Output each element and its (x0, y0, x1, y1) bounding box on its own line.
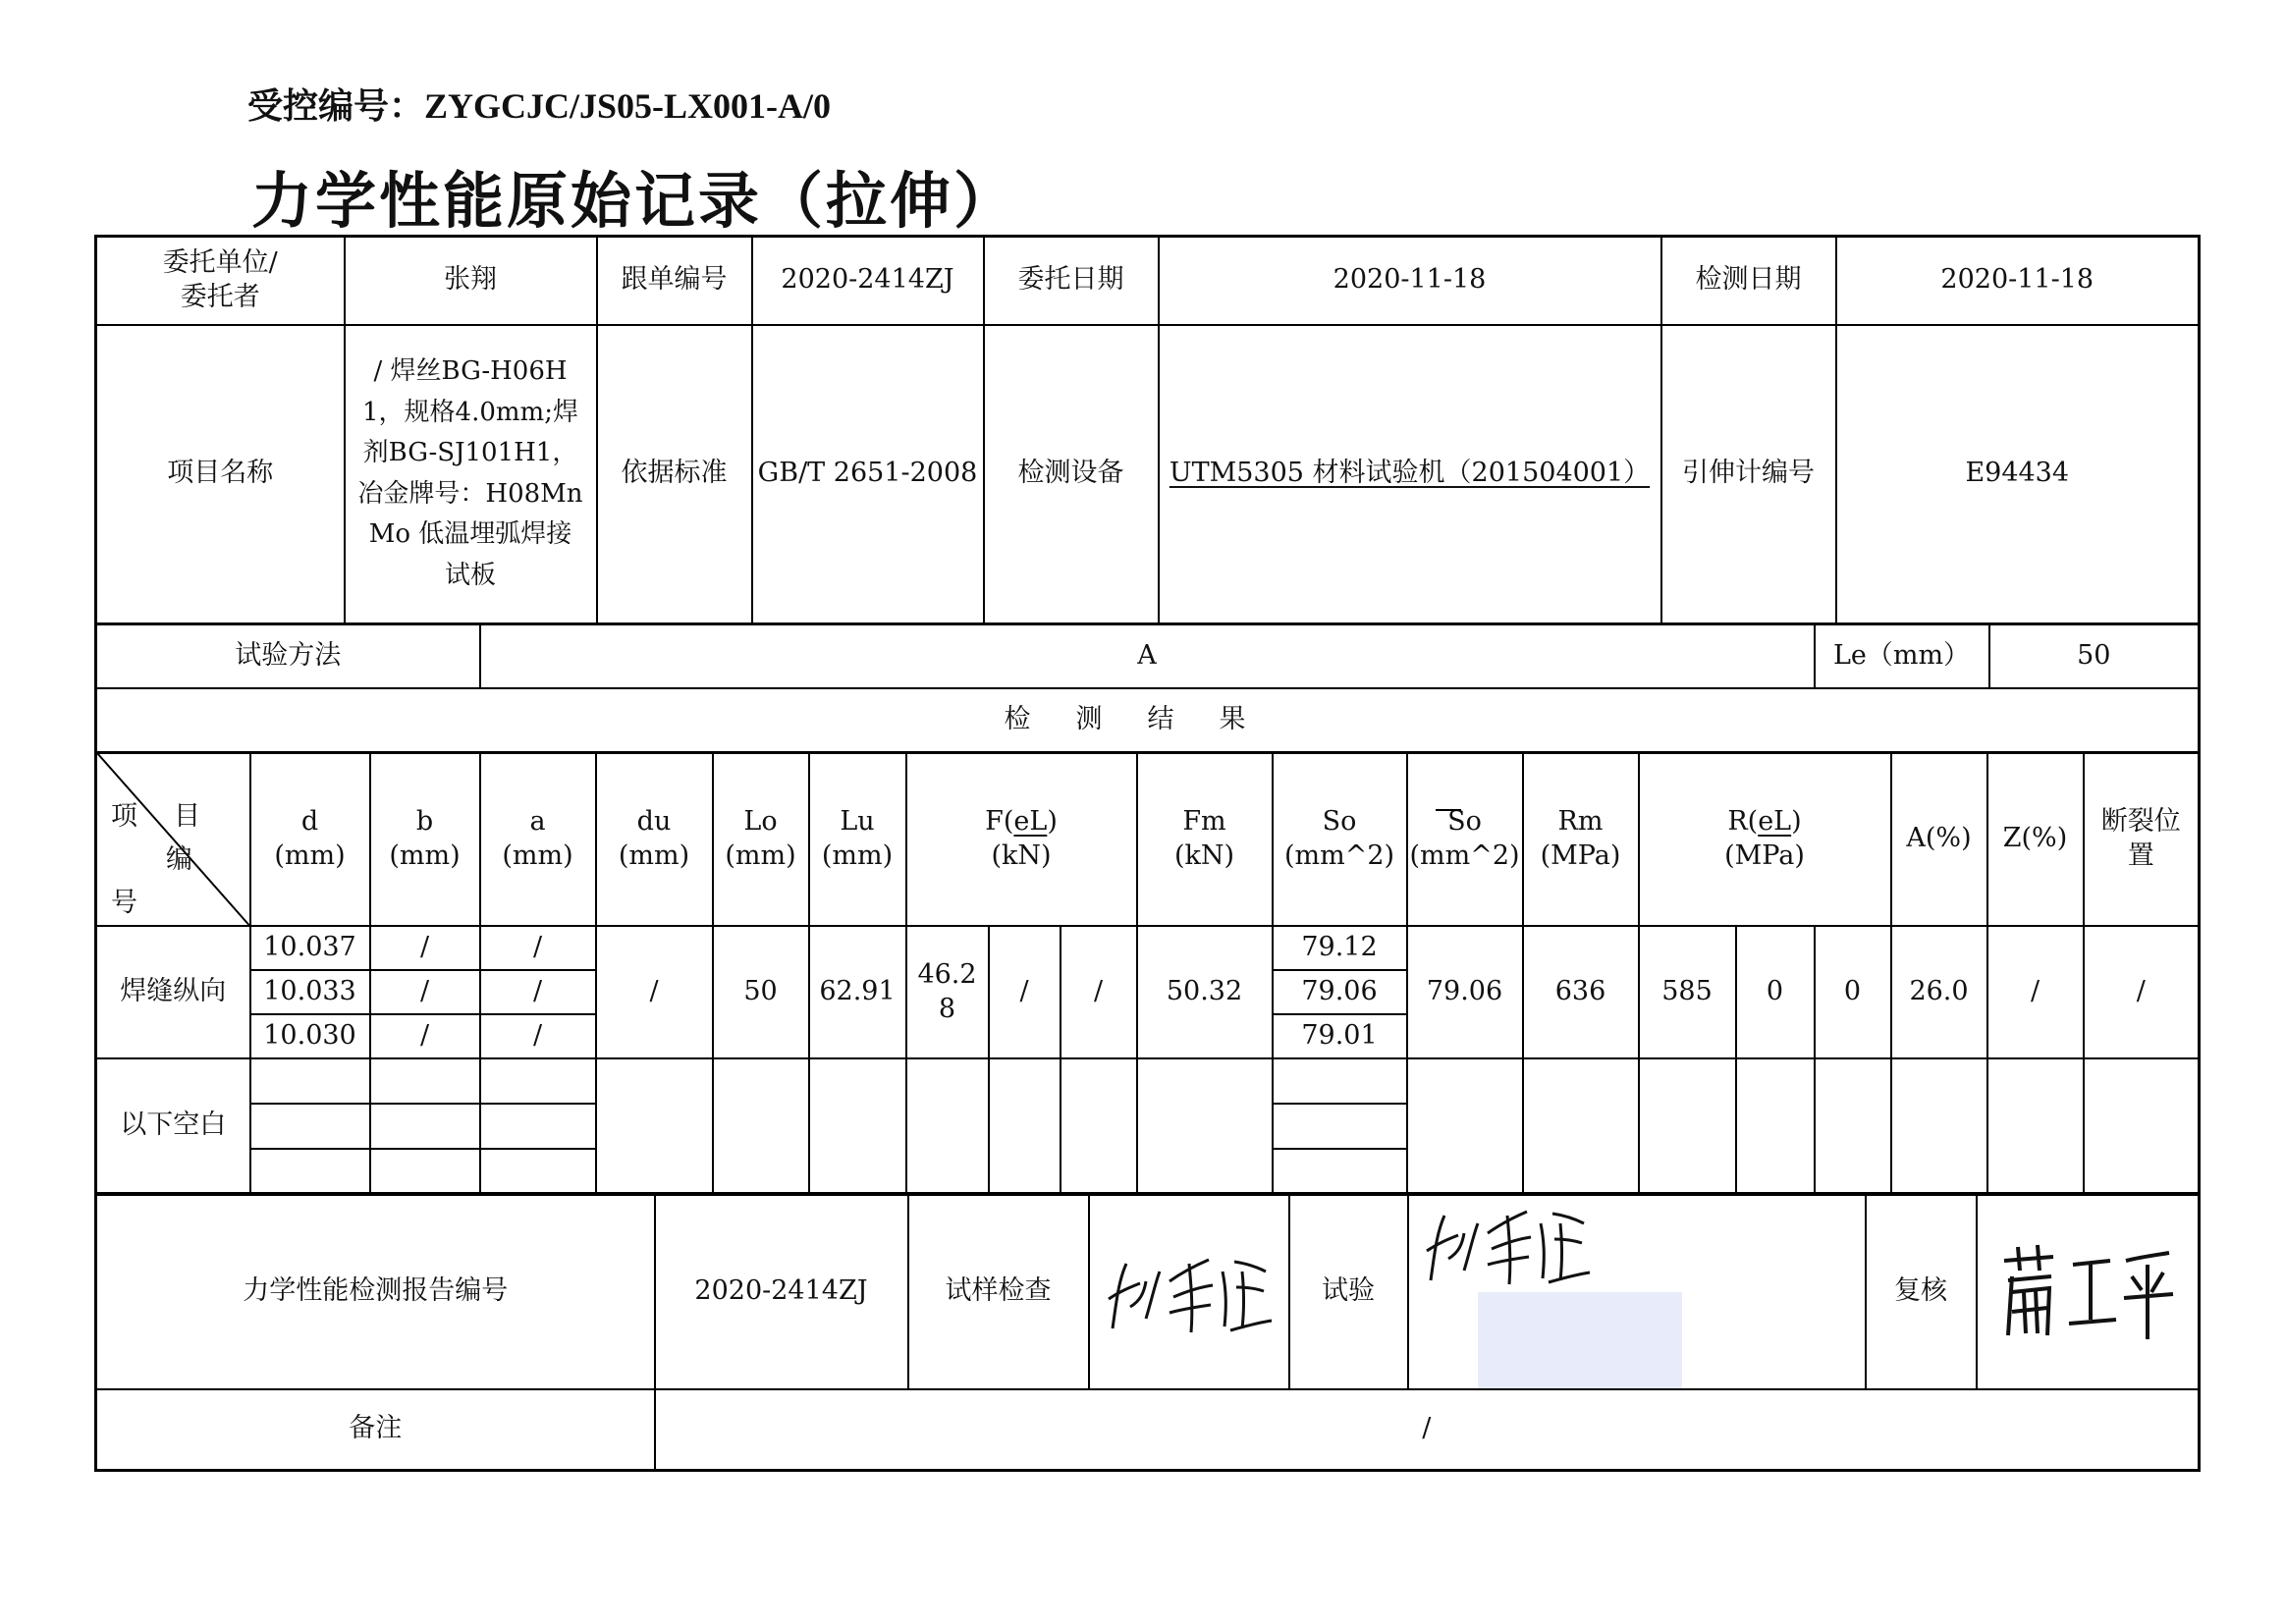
tracking-label: 跟单编号 (597, 237, 752, 325)
commission-date-label: 委托日期 (984, 237, 1159, 325)
weld-so-3: 79.01 (1273, 1014, 1407, 1058)
weld-r-1: 585 (1639, 926, 1736, 1058)
weld-f-3: / (1061, 926, 1137, 1058)
blank-cell (1639, 1058, 1736, 1194)
signature-image (1994, 1237, 2181, 1345)
footer-table (94, 1192, 2201, 1472)
test-date-value: 2020-11-18 (1836, 237, 2200, 325)
project-label: 项目名称 (96, 325, 345, 624)
extensometer-value: E94434 (1836, 325, 2200, 624)
weld-fm: 50.32 (1137, 926, 1273, 1058)
blank-cell (1273, 1104, 1407, 1149)
header-fm: Fm (kN) (1137, 752, 1273, 926)
blank-cell (713, 1058, 809, 1194)
blank-cell (370, 1104, 480, 1149)
le-label: Le（mm） (1815, 623, 1989, 688)
blank-cell (2084, 1058, 2200, 1194)
sample-check-signature (1089, 1193, 1289, 1389)
info-table (94, 235, 2201, 625)
header-z-pct: Z(%) (1987, 752, 2084, 926)
blank-cell (1137, 1058, 1273, 1194)
project-value: / 焊丝BG-H06H1，规格4.0mm;焊剂BG-SJ101H1，冶金牌号：H08MnMo 低温埋弧焊接试板 (345, 325, 597, 624)
weld-a-pct: 26.0 (1891, 926, 1987, 1058)
blank-cell (596, 1058, 713, 1194)
blank-cell (370, 1058, 480, 1104)
header-fracture: 断裂位置 (2084, 752, 2200, 926)
report-no-value: 2020-2414ZJ (655, 1193, 908, 1389)
weld-a-1: / (480, 926, 596, 970)
blank-cell (1891, 1058, 1987, 1194)
page-title: 力学性能原始记录（拉伸） (251, 165, 1018, 237)
weld-b-1: / (370, 926, 480, 970)
blank-cell (809, 1058, 906, 1194)
weld-lu: 62.91 (809, 926, 906, 1058)
blank-cell (370, 1149, 480, 1194)
weld-b-2: / (370, 970, 480, 1014)
tracking-value: 2020-2414ZJ (752, 237, 984, 325)
weld-d-2: 10.033 (250, 970, 370, 1014)
test-label: 试验 (1289, 1193, 1408, 1389)
weld-r-3: 0 (1815, 926, 1891, 1058)
blank-cell (1523, 1058, 1639, 1194)
blank-cell (1061, 1058, 1137, 1194)
client-value: 张翔 (345, 237, 597, 325)
header-b: b (mm) (370, 752, 480, 926)
blank-cell (250, 1149, 370, 1194)
weld-so-avg: 79.06 (1407, 926, 1523, 1058)
weld-lo: 50 (713, 926, 809, 1058)
test-date-label: 检测日期 (1661, 237, 1836, 325)
control-number-label: 受控编号： (247, 86, 425, 127)
review-label: 复核 (1866, 1193, 1977, 1389)
blank-cell (1273, 1058, 1407, 1104)
weld-d-3: 10.030 (250, 1014, 370, 1058)
commission-date-value: 2020-11-18 (1159, 237, 1661, 325)
blank-cell (989, 1058, 1061, 1194)
header-a: a (mm) (480, 752, 596, 926)
control-number-code: ZYGCJC/JS05-LX001-A/0 (424, 86, 832, 126)
weld-fracture: / (2084, 926, 2200, 1058)
weld-rm: 636 (1523, 926, 1639, 1058)
blank-cell (480, 1149, 596, 1194)
blank-cell (1736, 1058, 1815, 1194)
control-number (247, 79, 831, 129)
standard-label: 依据标准 (597, 325, 752, 624)
weld-so-2: 79.06 (1273, 970, 1407, 1014)
blank-cell (1407, 1058, 1523, 1194)
signature-image (1101, 1242, 1278, 1340)
le-value: 50 (1989, 623, 2200, 688)
weld-a-2: / (480, 970, 596, 1014)
review-signature (1977, 1193, 2200, 1389)
results-table (94, 751, 2201, 1196)
blank-cell (480, 1104, 596, 1149)
blank-cell (480, 1058, 596, 1104)
signature-image (1419, 1194, 1596, 1292)
header-d: d (mm) (250, 752, 370, 926)
weld-r-2: 0 (1736, 926, 1815, 1058)
diag-target: 目 (174, 801, 200, 832)
weld-d-1: 10.037 (250, 926, 370, 970)
blank-cell (250, 1104, 370, 1149)
header-rm: Rm (MPa) (1523, 752, 1639, 926)
header-r: R(eL) (MPa) (1639, 752, 1891, 926)
header-du: du (mm) (596, 752, 713, 926)
header-lo: Lo (mm) (713, 752, 809, 926)
method-table (94, 623, 2201, 754)
blank-cell (250, 1058, 370, 1104)
weld-z-pct: / (1987, 926, 2084, 1058)
header-so-avg: So (mm^2) (1407, 752, 1523, 926)
header-so: So (mm^2) (1273, 752, 1407, 926)
blank-cell (906, 1058, 989, 1194)
header-lu: Lu (mm) (809, 752, 906, 926)
header-a-pct: A(%) (1891, 752, 1987, 926)
weld-a-3: / (480, 1014, 596, 1058)
standard-value: GB/T 2651-2008 (752, 325, 984, 624)
sample-check-label: 试样检查 (908, 1193, 1089, 1389)
weld-b-3: / (370, 1014, 480, 1058)
weld-du: / (596, 926, 713, 1058)
remark-label: 备注 (96, 1389, 655, 1470)
extensometer-label: 引伸计编号 (1661, 325, 1836, 624)
weld-f-1: 46.28 (906, 926, 989, 1058)
diag-serial-b: 号 (111, 888, 137, 918)
test-signature (1408, 1193, 1866, 1389)
diagonal-header-cell (96, 752, 250, 926)
weld-label: 焊缝纵向 (96, 926, 250, 1058)
weld-f-2: / (989, 926, 1061, 1058)
method-value: A (480, 623, 1815, 688)
results-section-title: 检测结果 (96, 688, 2200, 752)
equipment-label: 检测设备 (984, 325, 1159, 624)
redacted-box (1478, 1292, 1682, 1388)
blank-label: 以下空白 (96, 1058, 250, 1194)
blank-cell (1273, 1149, 1407, 1194)
equipment-value: UTM5305 材料试验机（201504001） (1159, 325, 1661, 624)
report-no-label: 力学性能检测报告编号 (96, 1193, 655, 1389)
diag-serial-a: 编 (166, 844, 192, 875)
header-f: F(eL) (kN) (906, 752, 1137, 926)
diag-item: 项 (111, 801, 137, 832)
blank-cell (1987, 1058, 2084, 1194)
method-label: 试验方法 (96, 623, 480, 688)
remark-value: / (655, 1389, 2200, 1470)
blank-cell (1815, 1058, 1891, 1194)
client-label: 委托单位/委托者 (96, 237, 345, 325)
weld-so-1: 79.12 (1273, 926, 1407, 970)
